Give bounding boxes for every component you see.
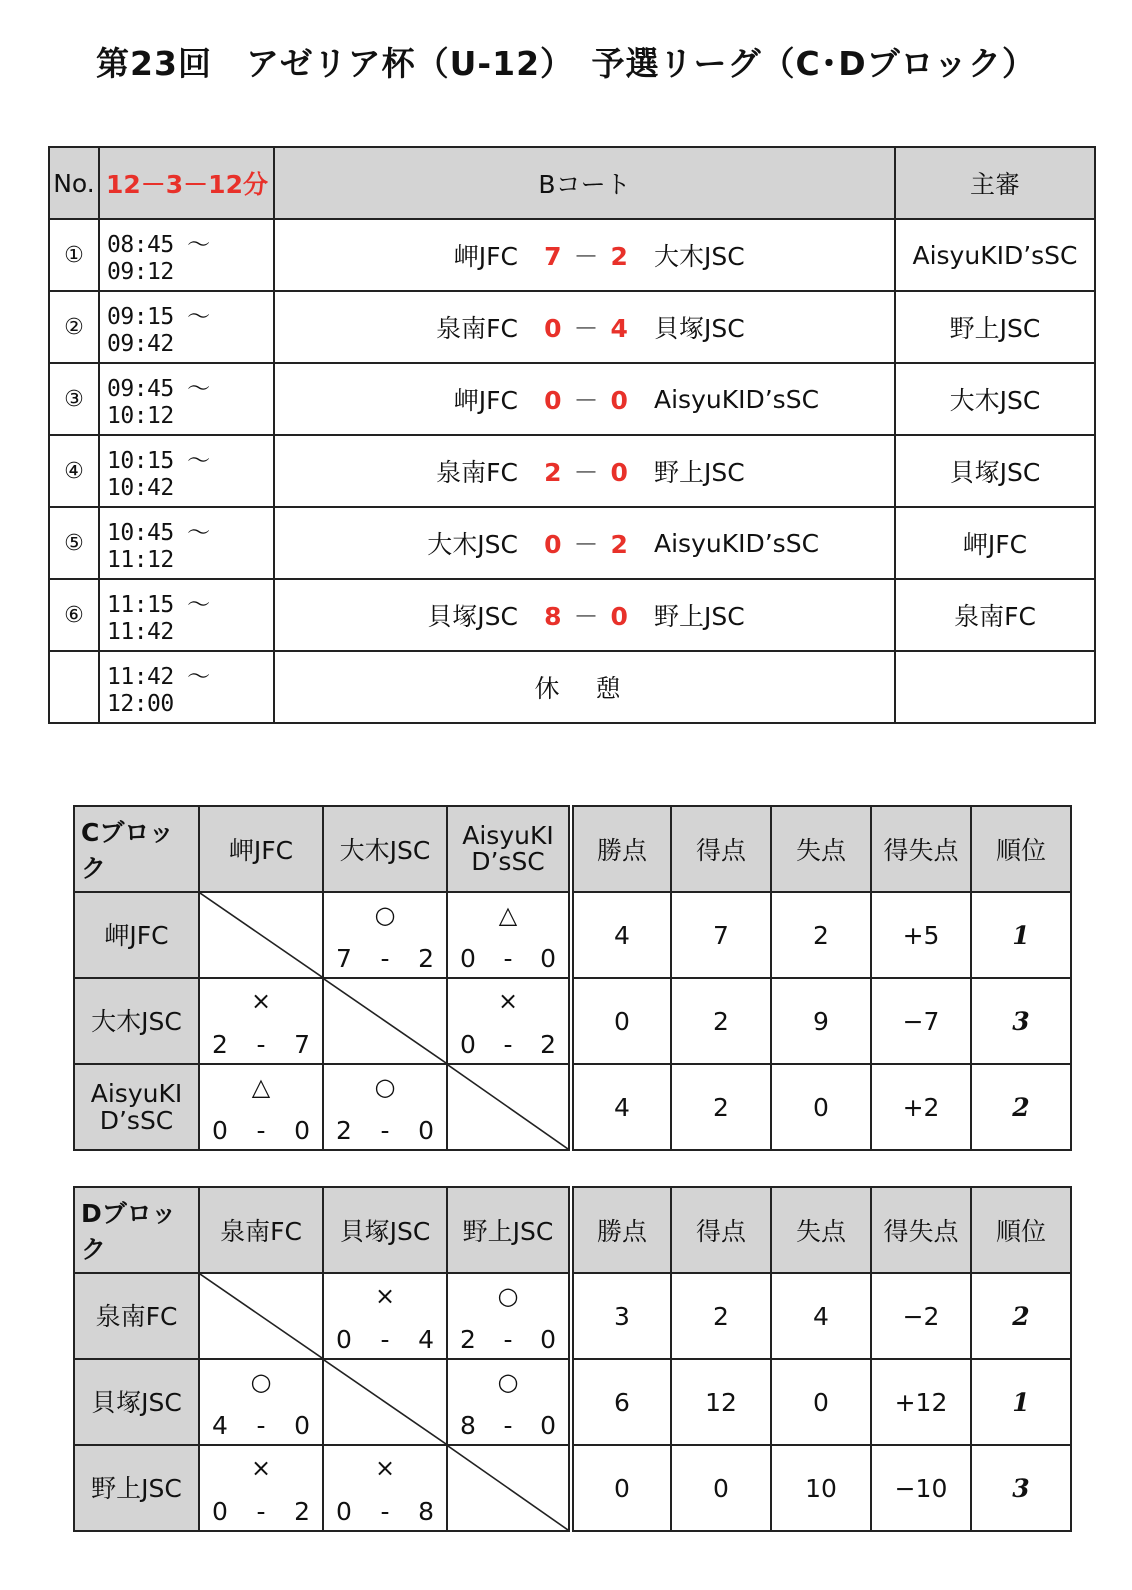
match-cell — [274, 435, 895, 507]
match-no: ⑤ — [49, 507, 99, 579]
match-time: 11:15 ～11:42 — [99, 579, 274, 651]
home-team: 岬JFC — [453, 242, 518, 271]
score-dash: － — [573, 458, 599, 487]
match-cell — [274, 579, 895, 651]
stat-rank: 3 — [971, 1445, 1071, 1531]
match-time: 09:15 ～09:42 — [99, 291, 274, 363]
score-sep: - — [503, 1030, 513, 1059]
team-name — [74, 1359, 199, 1445]
schedule-table — [48, 146, 1096, 724]
stat-header-ga: 失点 — [771, 1187, 871, 1273]
home-score: 8 — [544, 602, 562, 631]
stat-rank: 1 — [971, 892, 1071, 978]
stat-header-gd: 得失点 — [871, 806, 971, 892]
match-line — [275, 525, 894, 561]
match-score — [518, 381, 654, 417]
block-header-row — [74, 806, 1071, 892]
header-court: Bコート — [274, 147, 895, 219]
diagonal-line — [448, 1446, 568, 1530]
home-team: 大木JSC — [427, 530, 518, 559]
score-against: 0 — [418, 1116, 434, 1145]
score-dash: － — [573, 602, 599, 631]
home-team: 貝塚JSC — [427, 602, 518, 631]
stat-gf: 7 — [671, 892, 771, 978]
result-score — [200, 1030, 322, 1059]
result-mark: × — [374, 1454, 396, 1482]
score-sep: - — [256, 1116, 266, 1145]
match-row — [49, 291, 1095, 363]
team-name-line: 貝塚JSC — [91, 1387, 182, 1417]
score-sep: - — [256, 1411, 266, 1440]
diagonal-line — [448, 1065, 568, 1149]
result-score — [448, 944, 568, 973]
team-name — [74, 1445, 199, 1531]
block-team-row — [74, 1359, 1071, 1445]
score-sep: - — [503, 944, 513, 973]
header-no: No. — [49, 147, 99, 219]
score-sep: - — [380, 1116, 390, 1145]
result-mark: △ — [251, 1073, 271, 1101]
away-score: 0 — [610, 602, 628, 631]
rest-label: 休 憩 — [274, 651, 895, 723]
score-for: 4 — [212, 1411, 228, 1440]
diagonal-line — [324, 1360, 446, 1444]
away-score: 0 — [610, 458, 628, 487]
block-team-row — [74, 1273, 1071, 1359]
away-score: 2 — [610, 530, 628, 559]
match-referee: 野上JSC — [895, 291, 1095, 363]
match-no: ② — [49, 291, 99, 363]
score-for: 0 — [212, 1116, 228, 1145]
self-match-cell — [447, 1064, 571, 1150]
away-team: 野上JSC — [654, 458, 745, 487]
score-sep: - — [503, 1411, 513, 1440]
stat-ga: 2 — [771, 892, 871, 978]
match-score — [518, 597, 654, 633]
self-match-cell — [323, 978, 447, 1064]
away-team: 野上JSC — [654, 602, 745, 631]
stat-points: 3 — [571, 1273, 671, 1359]
result-mark: ○ — [374, 1073, 396, 1101]
team-name-line: 野上JSC — [91, 1473, 182, 1503]
result-cell — [323, 1064, 447, 1150]
match-score — [518, 453, 654, 489]
rest-referee — [895, 651, 1095, 723]
home-score: 2 — [544, 458, 562, 487]
match-no: ⑥ — [49, 579, 99, 651]
score-dash: － — [573, 386, 599, 415]
match-cell — [274, 291, 895, 363]
home-score: 0 — [544, 386, 562, 415]
result-mark: ○ — [250, 1368, 272, 1396]
score-against: 0 — [294, 1116, 310, 1145]
self-match-cell — [323, 1359, 447, 1445]
score-against: 0 — [540, 1411, 556, 1440]
block-name: Cブロック — [74, 806, 199, 892]
stat-gd: +2 — [871, 1064, 971, 1150]
score-against: 2 — [418, 944, 434, 973]
score-for: 7 — [336, 944, 352, 973]
away-team: AisyuKID’sSC — [654, 384, 820, 414]
opponent-header — [199, 806, 323, 892]
diagonal-line — [324, 979, 446, 1063]
page-title: 第23回 アゼリア杯（U-12） 予選リーグ（C･Dブロック） — [96, 44, 1036, 83]
team-name-line: 泉南FC — [95, 1301, 178, 1331]
stat-points: 0 — [571, 1445, 671, 1531]
opponent-name-line: D’sSC — [471, 847, 545, 876]
match-row — [49, 435, 1095, 507]
score-for: 0 — [336, 1325, 352, 1354]
opponent-name-line: AisyuKI — [462, 821, 554, 850]
score-for: 0 — [460, 944, 476, 973]
match-referee: 大木JSC — [895, 363, 1095, 435]
score-sep: - — [380, 944, 390, 973]
match-score — [518, 525, 654, 561]
self-match-cell — [199, 892, 323, 978]
stat-header-points: 勝点 — [571, 1187, 671, 1273]
stat-header-gf: 得点 — [671, 1187, 771, 1273]
block-team-row — [74, 1445, 1071, 1531]
block-name: Dブロック — [74, 1187, 199, 1273]
rest-no — [49, 651, 99, 723]
match-line — [275, 381, 894, 417]
header-referee: 主審 — [895, 147, 1095, 219]
stat-gf: 2 — [671, 1064, 771, 1150]
match-no: ③ — [49, 363, 99, 435]
team-name-line: 大木JSC — [91, 1006, 182, 1036]
team-name-line: AisyuKI — [90, 1079, 183, 1108]
team-name — [74, 892, 199, 978]
score-for: 8 — [460, 1411, 476, 1440]
self-match-cell — [447, 1445, 571, 1531]
stat-gd: −7 — [871, 978, 971, 1064]
score-dash: － — [573, 242, 599, 271]
score-dash: － — [573, 530, 599, 559]
block-team-row — [74, 892, 1071, 978]
match-line — [275, 597, 894, 633]
score-for: 0 — [212, 1497, 228, 1526]
score-against: 0 — [294, 1411, 310, 1440]
score-against: 0 — [540, 944, 556, 973]
stat-gd: +5 — [871, 892, 971, 978]
stat-points: 4 — [571, 892, 671, 978]
block-team-row — [74, 1064, 1071, 1150]
score-sep: - — [380, 1497, 390, 1526]
stat-ga: 9 — [771, 978, 871, 1064]
result-cell — [323, 1273, 447, 1359]
stat-gf: 12 — [671, 1359, 771, 1445]
opponent-name-line: 大木JSC — [339, 836, 431, 865]
schedule-body — [49, 219, 1095, 723]
home-score: 0 — [544, 314, 562, 343]
stat-header-rank: 順位 — [971, 1187, 1071, 1273]
result-score — [324, 1116, 446, 1145]
result-mark: × — [250, 987, 272, 1015]
home-team: 泉南FC — [436, 458, 518, 487]
home-team: 岬JFC — [453, 386, 518, 415]
self-match-cell — [199, 1273, 323, 1359]
team-name-line: D’sSC — [99, 1106, 174, 1135]
result-score — [448, 1411, 568, 1440]
stat-ga: 4 — [771, 1273, 871, 1359]
rest-time: 11:42 ～12:00 — [99, 651, 274, 723]
stat-header-rank: 順位 — [971, 806, 1071, 892]
match-row — [49, 219, 1095, 291]
match-row — [49, 507, 1095, 579]
rest-row — [49, 651, 1095, 723]
result-cell — [447, 1359, 571, 1445]
result-score — [200, 1497, 322, 1526]
opponent-name-line: 泉南FC — [220, 1217, 302, 1246]
match-line — [275, 453, 894, 489]
opponent-header — [447, 806, 571, 892]
match-cell — [274, 219, 895, 291]
stat-ga: 0 — [771, 1064, 871, 1150]
away-team: 貝塚JSC — [654, 314, 745, 343]
match-cell — [274, 363, 895, 435]
score-dash: － — [573, 314, 599, 343]
match-time: 09:45 ～10:12 — [99, 363, 274, 435]
team-name — [74, 1273, 199, 1359]
result-score — [200, 1411, 322, 1440]
result-mark: × — [250, 1454, 272, 1482]
stat-ga: 0 — [771, 1359, 871, 1445]
result-mark: △ — [498, 901, 518, 929]
home-score: 0 — [544, 530, 562, 559]
stat-points: 0 — [571, 978, 671, 1064]
match-cell — [274, 507, 895, 579]
result-cell — [199, 1064, 323, 1150]
stat-ga: 10 — [771, 1445, 871, 1531]
stat-header-gf: 得点 — [671, 806, 771, 892]
score-for: 0 — [336, 1497, 352, 1526]
score-for: 0 — [460, 1030, 476, 1059]
block-header-row — [74, 1187, 1071, 1273]
match-row — [49, 363, 1095, 435]
stat-points: 6 — [571, 1359, 671, 1445]
stat-points: 4 — [571, 1064, 671, 1150]
score-sep: - — [256, 1497, 266, 1526]
score-against: 8 — [418, 1497, 434, 1526]
block-team-row — [74, 978, 1071, 1064]
result-score — [448, 1030, 568, 1059]
opponent-header — [447, 1187, 571, 1273]
block-d-table — [73, 1186, 1072, 1532]
result-mark: ○ — [497, 1282, 519, 1310]
opponent-name-line: 野上JSC — [462, 1217, 554, 1246]
result-mark: × — [374, 1282, 396, 1310]
team-name — [74, 978, 199, 1064]
stat-gf: 0 — [671, 1445, 771, 1531]
score-against: 4 — [418, 1325, 434, 1354]
result-cell — [199, 1359, 323, 1445]
match-time: 10:45 ～11:12 — [99, 507, 274, 579]
match-referee: AisyuKID’sSC — [895, 219, 1095, 291]
stat-header-points: 勝点 — [571, 806, 671, 892]
stat-gd: −2 — [871, 1273, 971, 1359]
result-cell — [447, 892, 571, 978]
opponent-name-line: 貝塚JSC — [339, 1217, 431, 1246]
stat-rank: 2 — [971, 1064, 1071, 1150]
result-score — [324, 944, 446, 973]
away-score: 0 — [610, 386, 628, 415]
score-for: 2 — [212, 1030, 228, 1059]
schedule-header-row — [49, 147, 1095, 219]
team-name-line: 岬JFC — [104, 920, 169, 950]
match-no: ① — [49, 219, 99, 291]
score-for: 2 — [336, 1116, 352, 1145]
away-team: AisyuKID’sSC — [654, 528, 820, 558]
stat-gf: 2 — [671, 1273, 771, 1359]
match-score — [518, 237, 654, 273]
match-row — [49, 579, 1095, 651]
score-sep: - — [256, 1030, 266, 1059]
match-line — [275, 309, 894, 345]
result-score — [324, 1325, 446, 1354]
score-against: 2 — [540, 1030, 556, 1059]
result-cell — [323, 1445, 447, 1531]
away-score: 2 — [610, 242, 628, 271]
match-time: 08:45 ～09:12 — [99, 219, 274, 291]
opponent-header — [323, 1187, 447, 1273]
stat-gd: −10 — [871, 1445, 971, 1531]
away-score: 4 — [610, 314, 628, 343]
diagonal-line — [200, 893, 322, 977]
result-cell — [199, 1445, 323, 1531]
opponent-header — [323, 806, 447, 892]
result-mark: ○ — [497, 1368, 519, 1396]
home-score: 7 — [544, 242, 562, 271]
header-format: 12－3－12分 — [99, 147, 274, 219]
result-cell — [447, 978, 571, 1064]
result-score — [448, 1325, 568, 1354]
result-cell — [323, 892, 447, 978]
match-line — [275, 237, 894, 273]
diagonal-line — [200, 1274, 322, 1358]
score-against: 7 — [294, 1030, 310, 1059]
result-mark: × — [497, 987, 519, 1015]
stat-header-gd: 得失点 — [871, 1187, 971, 1273]
match-score — [518, 309, 654, 345]
stat-header-ga: 失点 — [771, 806, 871, 892]
score-against: 2 — [294, 1497, 310, 1526]
stat-rank: 2 — [971, 1273, 1071, 1359]
result-cell — [199, 978, 323, 1064]
score-sep: - — [503, 1325, 513, 1354]
result-cell — [447, 1273, 571, 1359]
match-referee: 貝塚JSC — [895, 435, 1095, 507]
score-against: 0 — [540, 1325, 556, 1354]
result-score — [324, 1497, 446, 1526]
score-for: 2 — [460, 1325, 476, 1354]
stat-gf: 2 — [671, 978, 771, 1064]
stat-rank: 3 — [971, 978, 1071, 1064]
stat-rank: 1 — [971, 1359, 1071, 1445]
result-mark: ○ — [374, 901, 396, 929]
match-referee: 泉南FC — [895, 579, 1095, 651]
result-score — [200, 1116, 322, 1145]
score-sep: - — [380, 1325, 390, 1354]
block-c-table — [73, 805, 1072, 1151]
opponent-name-line: 岬JFC — [228, 836, 294, 865]
stat-gd: +12 — [871, 1359, 971, 1445]
match-time: 10:15 ～10:42 — [99, 435, 274, 507]
opponent-header — [199, 1187, 323, 1273]
match-no: ④ — [49, 435, 99, 507]
home-team: 泉南FC — [436, 314, 518, 343]
match-referee: 岬JFC — [895, 507, 1095, 579]
away-team: 大木JSC — [654, 242, 745, 271]
team-name — [74, 1064, 199, 1150]
